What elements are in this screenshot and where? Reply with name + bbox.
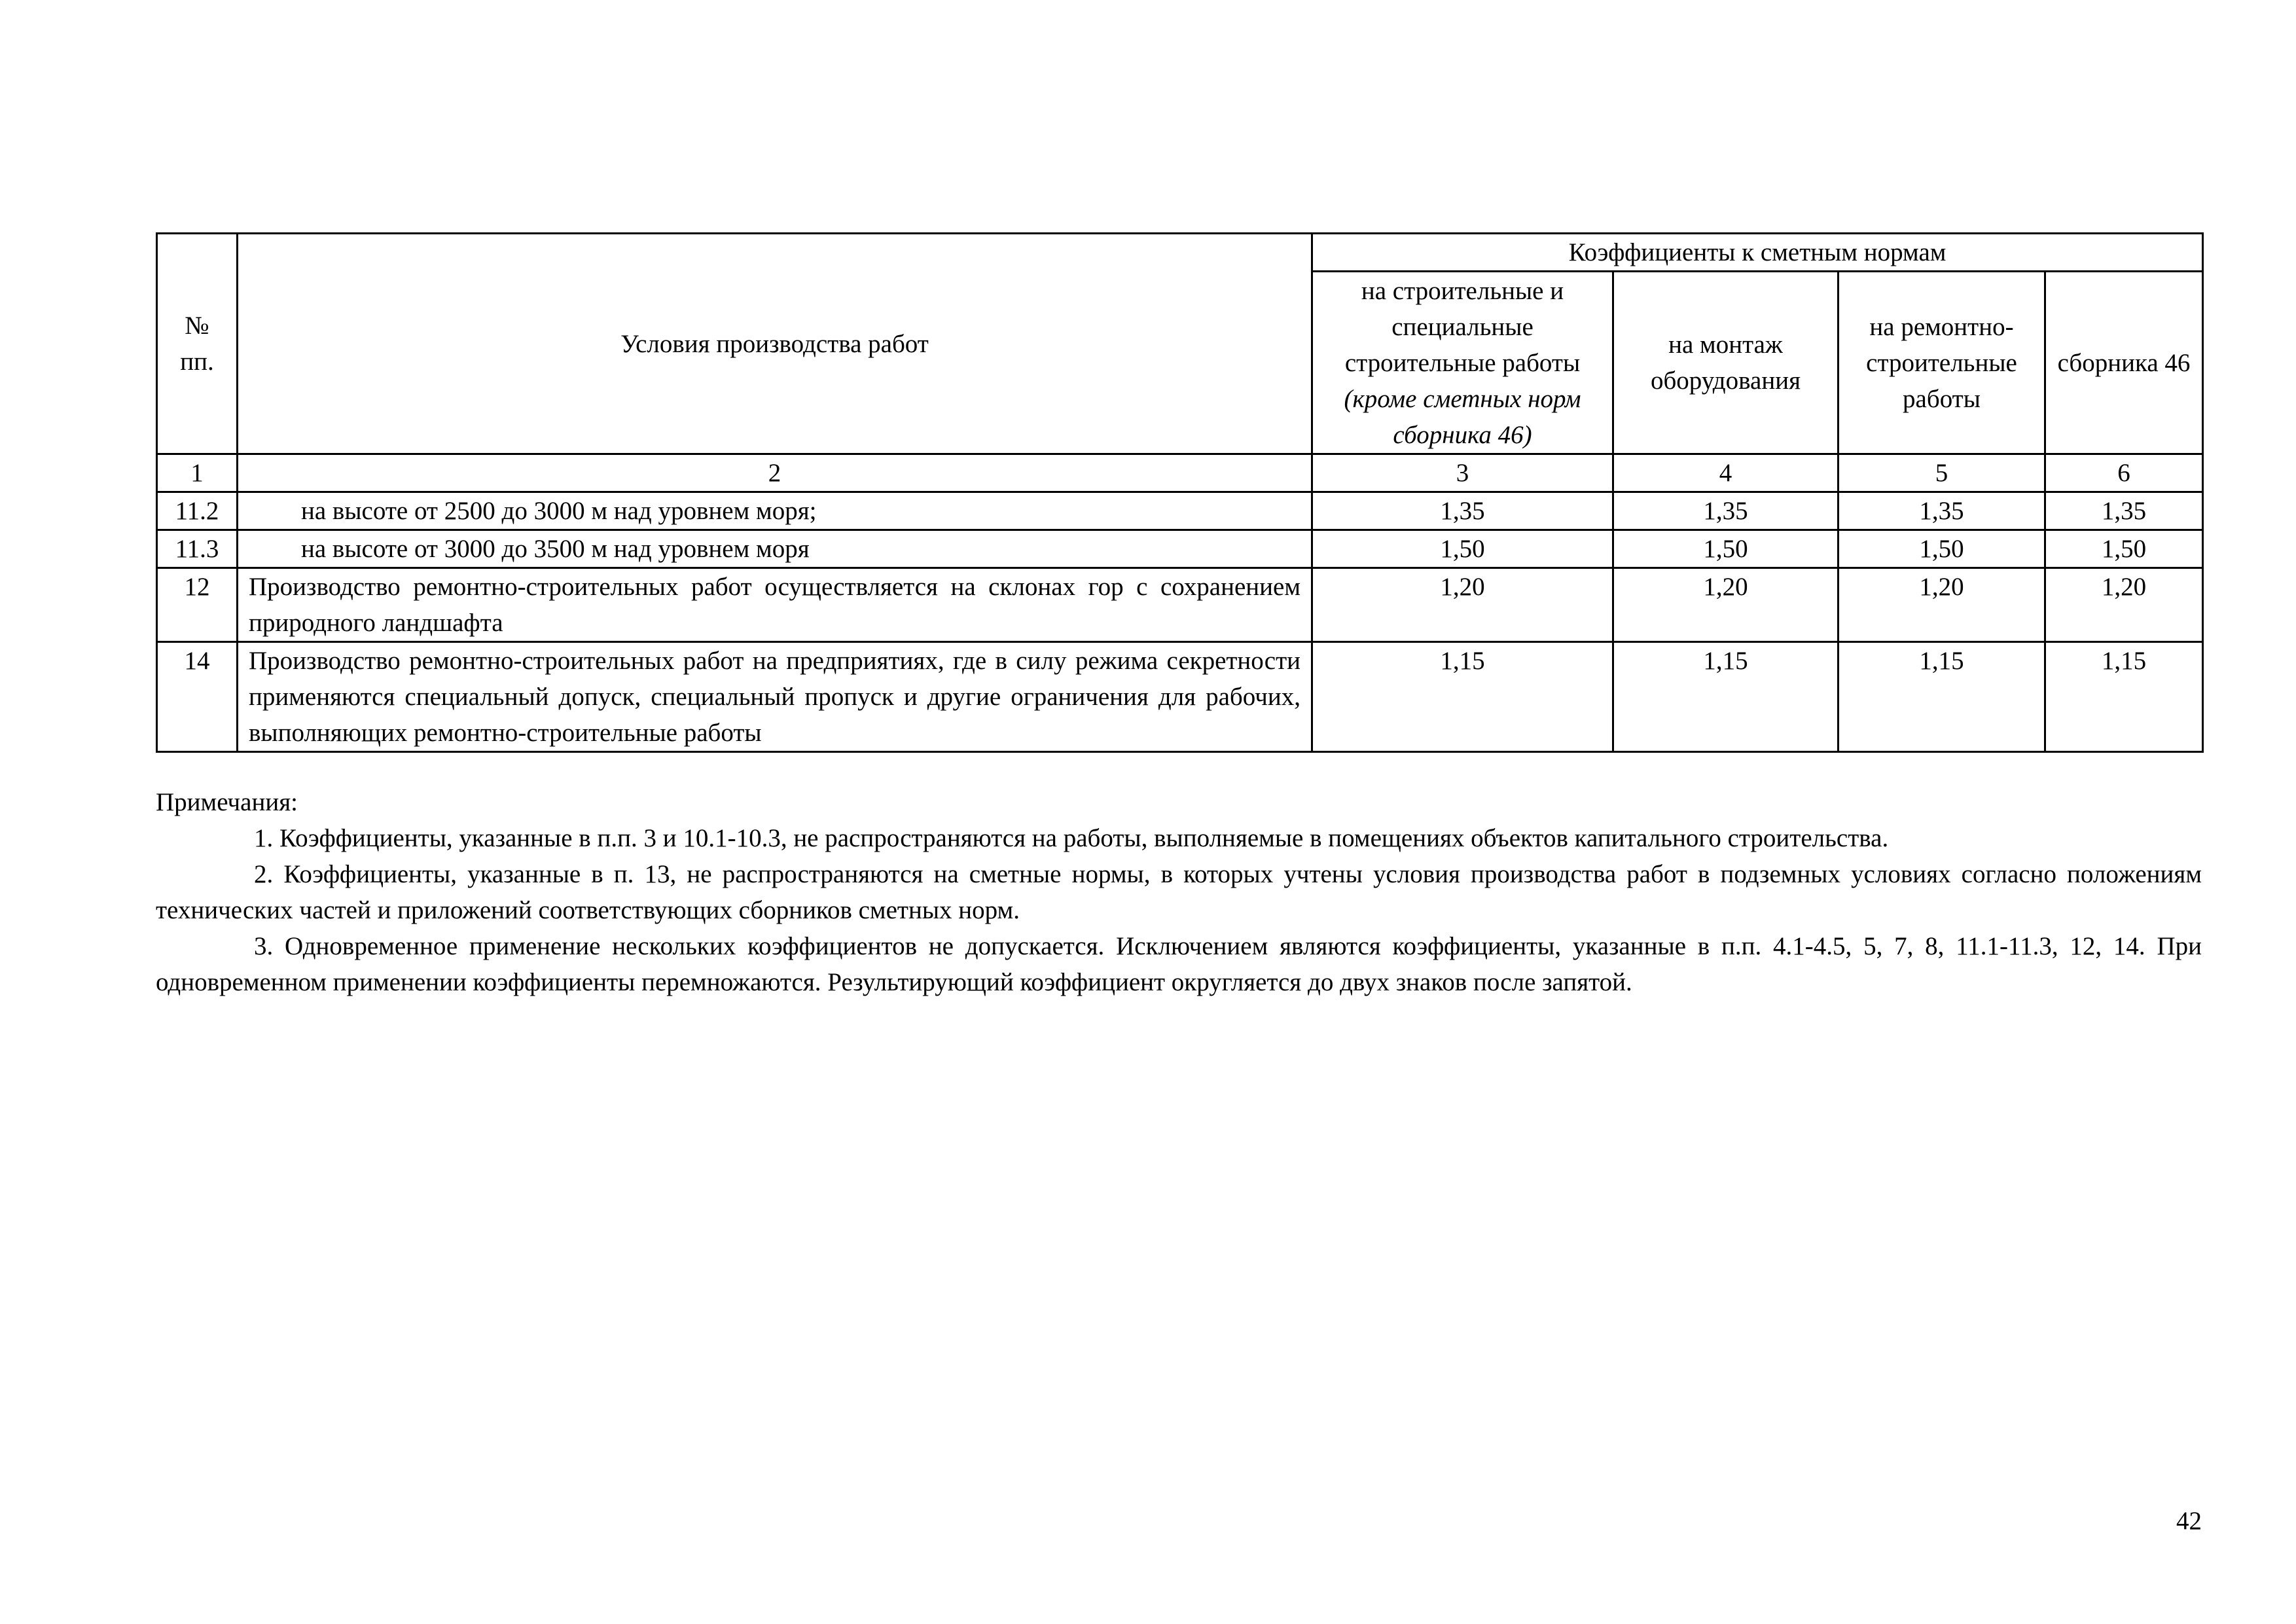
note-item: 2. Коэффициенты, указанные в п. 13, не распространяются на сметные нормы, в которых учтены условия производства работ в подземных условиях согласно положениям технических частей и приложений соответствующих сборников сметных норм.	[156, 860, 2202, 924]
row-value: 1,50	[1613, 530, 1839, 568]
header-num-line1: №	[185, 312, 209, 340]
coefficients-table	[156, 232, 2204, 753]
row-value: 1,15	[1839, 642, 2045, 752]
header-conditions: Условия производства работ	[238, 234, 1312, 454]
header-building-note: (кроме сметных норм сборника 46)	[1344, 384, 1581, 449]
row-value: 1,15	[1613, 642, 1839, 752]
row-num: 11.2	[157, 492, 238, 530]
header-mounting: на монтаж оборудования	[1613, 272, 1839, 454]
row-value: 1,50	[1839, 530, 2045, 568]
row-condition: на высоте от 3000 до 3500 м над уровнем моря	[238, 530, 1312, 568]
row-value: 1,20	[1613, 568, 1839, 642]
row-value: 1,50	[2045, 530, 2203, 568]
page-number: 42	[2176, 1507, 2202, 1535]
row-num: 14	[157, 642, 238, 752]
table-row	[157, 530, 2203, 568]
column-number: 3	[1312, 454, 1613, 492]
header-repair: на ремонтно-строительные работы	[1839, 272, 2045, 454]
table-row	[157, 492, 2203, 530]
header-num	[157, 234, 238, 454]
column-number: 1	[157, 454, 238, 492]
table-row	[157, 642, 2203, 752]
notes-section	[156, 784, 2202, 1000]
row-num: 12	[157, 568, 238, 642]
row-condition: Производство ремонтно-строительных работ на предприятиях, где в силу режима секретности применяются специальный допуск, специальный пропуск и другие ограничения для рабочих, выполняющих ремонтно-строительные работы	[238, 642, 1312, 752]
row-value: 1,50	[1312, 530, 1613, 568]
header-building-main: на строительные и специальные строительные работы	[1344, 276, 1581, 377]
row-value: 1,20	[1839, 568, 2045, 642]
column-number: 5	[1839, 454, 2045, 492]
row-value: 1,20	[2045, 568, 2203, 642]
column-numbers-row	[157, 454, 2203, 492]
row-value: 1,35	[1613, 492, 1839, 530]
row-condition: Производство ремонтно-строительных работ осуществляется на склонах гор с сохранением природного ландшафта	[238, 568, 1312, 642]
notes-title: Примечания:	[156, 788, 298, 816]
row-value: 1,20	[1312, 568, 1613, 642]
header-num-line2: пп.	[180, 348, 214, 376]
header-coefficients-group: Коэффициенты к сметным нормам	[1312, 234, 2203, 272]
row-num: 11.3	[157, 530, 238, 568]
row-value: 1,15	[1312, 642, 1613, 752]
note-item: 1. Коэффициенты, указанные в п.п. 3 и 10.1-10.3, не распространяются на работы, выполняемые в помещениях объектов капитального строительства.	[254, 824, 1889, 852]
row-value: 1,35	[1312, 492, 1613, 530]
row-value: 1,35	[2045, 492, 2203, 530]
header-building-works	[1312, 272, 1613, 454]
row-value: 1,15	[2045, 642, 2203, 752]
row-value: 1,35	[1839, 492, 2045, 530]
table-row	[157, 568, 2203, 642]
note-item: 3. Одновременное применение нескольких коэффициентов не допускается. Исключением являются коэффициенты, указанные в п.п. 4.1-4.5, 5, 7, 8, 11.1-11.3, 12, 14. При одновременном применении коэффициенты перемножаются. Результирующий коэффициент округляется до двух знаков после запятой.	[156, 932, 2202, 996]
column-number: 6	[2045, 454, 2203, 492]
header-collection-46: сборника 46	[2045, 272, 2203, 454]
column-number: 4	[1613, 454, 1839, 492]
column-number: 2	[238, 454, 1312, 492]
row-condition: на высоте от 2500 до 3000 м над уровнем моря;	[238, 492, 1312, 530]
